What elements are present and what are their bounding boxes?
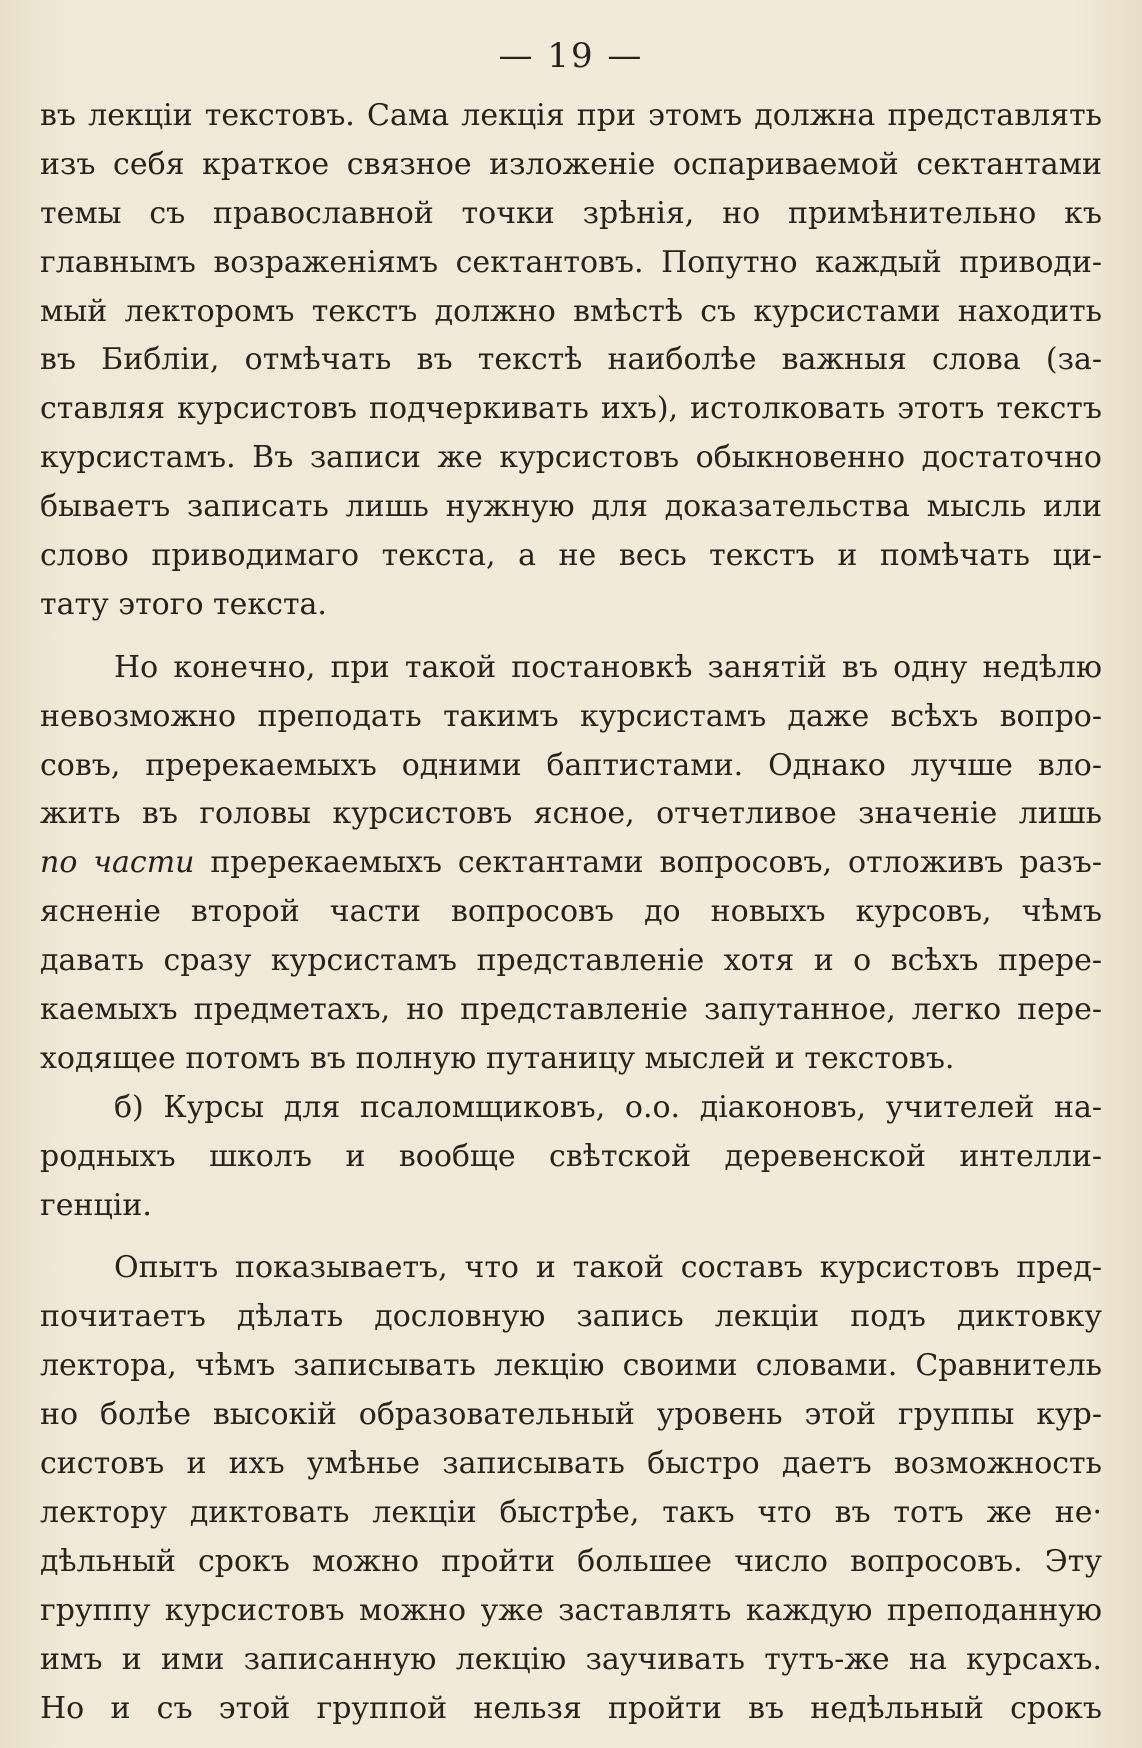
text-line-rest: пререкаемыхъ сектантами вопросовъ, отложивъ разъ- bbox=[194, 845, 1102, 881]
paragraph-2 bbox=[40, 644, 1102, 1084]
paragraph-3 bbox=[40, 1084, 1102, 1231]
text-line: невозможно преподать такимъ курсистамъ даже всѣхъ вопро- bbox=[40, 698, 1102, 734]
text-line: Опытъ показываетъ, что и такой составъ курсистовъ пред- bbox=[114, 1250, 1102, 1286]
paragraph-4 bbox=[40, 1244, 1102, 1733]
text-line: темы съ православной точки зрѣнія, но примѣнительно къ bbox=[40, 195, 1102, 231]
text-line: ходящее потомъ въ полную путаницу мыслей и текстовъ. bbox=[40, 1040, 955, 1076]
text-line: въ лекціи текстовъ. Сама лекція при этомъ должна представлять bbox=[40, 98, 1102, 133]
text-line: но болѣе высокій образовательный уровень этой группы кур- bbox=[40, 1397, 1102, 1433]
text-line: въ Библіи, отмѣчать въ текстѣ наиболѣе важныя слова (за- bbox=[40, 342, 1102, 378]
text-line: дѣльный срокъ можно пройти большее число вопросовъ. Эту bbox=[40, 1543, 1102, 1579]
text-line: каемыхъ предметахъ, но представленіе запутанное, легко пере- bbox=[40, 992, 1102, 1028]
text-line: Но и съ этой группой нельзя пройти въ недѣльный срокъ bbox=[40, 1690, 1102, 1726]
text-line: имъ и ими записанную лекцію заучивать тутъ-же на курсахъ. bbox=[40, 1641, 1102, 1677]
italic-phrase: по части bbox=[40, 845, 195, 881]
text-line-with-italic bbox=[40, 839, 1102, 888]
text-line: лектора, чѣмъ записывать лекцію своими словами. Сравнитель bbox=[40, 1348, 1102, 1384]
text-line: б) Курсы для псаломщиковъ, о.о. діаконовъ, учителей на- bbox=[114, 1089, 1102, 1125]
text-line: Но конечно, при такой постановкѣ занятій въ одну недѣлю bbox=[114, 649, 1102, 685]
text-line: главнымъ возраженіямъ сектантовъ. Попутно каждый приводи- bbox=[40, 244, 1102, 280]
text-line: систовъ и ихъ умѣнье записывать быстро даетъ возможность bbox=[40, 1446, 1102, 1482]
text-line: генціи. bbox=[40, 1187, 152, 1223]
paragraph-1 bbox=[40, 92, 1102, 630]
text-line: бываетъ записать лишь нужную для доказательства мысль или bbox=[40, 489, 1102, 525]
text-line: курсистамъ. Въ записи же курсистовъ обыкновенно достаточно bbox=[40, 440, 1102, 476]
text-line: тату этого текста. bbox=[40, 586, 327, 622]
text-line: изъ себя краткое связное изложеніе оспариваемой сектантами bbox=[40, 146, 1102, 182]
text-line: мый лекторомъ текстъ должно вмѣстѣ съ курсистами находить bbox=[40, 293, 1102, 329]
text-line: жить въ головы курсистовъ ясное, отчетливое значеніе лишь bbox=[40, 796, 1102, 832]
text-line: давать сразу курсистамъ представленіе хотя и о всѣхъ прере- bbox=[40, 943, 1102, 979]
text-line: группу курсистовъ можно уже заставлять каждую преподанную bbox=[40, 1592, 1102, 1628]
text-line: слово приводимаго текста, а не весь текстъ и помѣчать ци- bbox=[40, 538, 1102, 574]
text-line: почитаетъ дѣлать дословную запись лекціи подъ диктовку bbox=[40, 1299, 1102, 1335]
text-line: ясненіе второй части вопросовъ до новыхъ курсовъ, чѣмъ bbox=[40, 894, 1102, 930]
text-line: лектору диктовать лекціи быстрѣе, такъ что въ тотъ же не· bbox=[40, 1494, 1102, 1530]
text-line: ставляя курсистовъ подчеркивать ихъ), истолковать этотъ текстъ bbox=[40, 391, 1102, 427]
page-number: — 19 — bbox=[498, 36, 644, 76]
text-line: родныхъ школъ и вообще свѣтской деревенской интелли- bbox=[40, 1138, 1102, 1174]
text-line: совъ, пререкаемыхъ одними баптистами. Однако лучше вло- bbox=[40, 747, 1102, 783]
